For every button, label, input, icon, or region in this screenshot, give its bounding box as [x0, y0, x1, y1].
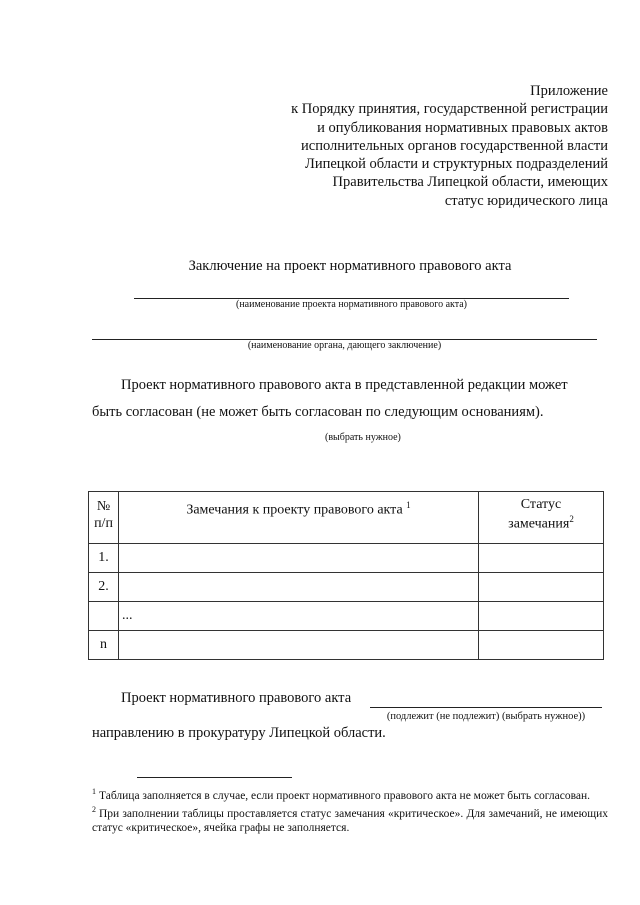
footnote-2 [92, 803, 608, 835]
row-number: 2. [89, 573, 119, 602]
header-status-line2: замечания [508, 516, 570, 532]
footnote-text: При заполнении таблицы проставляется статус замечания «критическое». Для замечаний, не имеющих статус «критическое», ячейка графы не заполняется. [92, 808, 608, 834]
appendix-block [291, 82, 608, 210]
appendix-line: Приложение [530, 83, 608, 99]
footnote-ref-2: 2 [569, 514, 574, 524]
choose-note: (выбрать нужное) [325, 432, 401, 443]
table-row [89, 602, 604, 631]
header-number-line2: п/п [94, 516, 113, 531]
table-row [89, 544, 604, 573]
footnote-separator [137, 777, 292, 778]
decision-line [370, 707, 602, 708]
row-status-cell[interactable] [479, 631, 604, 660]
appendix-line: статус юридического лица [444, 192, 608, 209]
table-row [89, 573, 604, 602]
footnote-mark: 2 [92, 805, 96, 815]
header-status-line1: Статус [520, 497, 562, 512]
closing-line-2: направлению в прокуратуру Липецкой области. [92, 725, 386, 741]
header-number-line1: № [96, 499, 111, 514]
row-status-cell[interactable] [479, 573, 604, 602]
closing-lead: Проект нормативного правового акта [121, 690, 352, 706]
row-remark-cell[interactable]: ... [119, 602, 479, 631]
row-number [89, 602, 119, 631]
row-remark-cell[interactable] [119, 573, 479, 602]
document-title: Заключение на проект нормативного правового акта [188, 258, 512, 274]
appendix-line: и опубликования нормативных правовых актов [317, 119, 608, 136]
table-row [89, 631, 604, 660]
remarks-table [88, 491, 604, 660]
paragraph-line-2: быть согласован (не может быть согласован по следующим основаниям). [92, 404, 544, 420]
footnote-ref-1: 1 [406, 500, 411, 510]
project-name-caption: (наименование проекта нормативного правового акта) [236, 299, 467, 310]
appendix-line: к Порядку принятия, государственной регистрации [291, 101, 608, 118]
row-number: n [89, 631, 119, 660]
row-remark-cell[interactable] [119, 631, 479, 660]
header-number [89, 492, 119, 544]
row-status-cell[interactable] [479, 544, 604, 573]
header-status [479, 492, 604, 544]
header-remarks [119, 492, 479, 544]
header-remarks-label: Замечания к проекту правового акта [186, 502, 403, 518]
row-number: 1. [89, 544, 119, 573]
paragraph-line-1: Проект нормативного правового акта в представленной редакции может [121, 377, 568, 393]
footnotes [92, 785, 608, 835]
appendix-line: Правительства Липецкой области, имеющих [332, 174, 608, 191]
decision-note: (подлежит (не подлежит) (выбрать нужное)) [386, 711, 586, 722]
footnote-text: Таблица заполняется в случае, если проект нормативного правового акта не может быть согласован. [99, 789, 591, 802]
appendix-line: исполнительных органов государственной власти [301, 137, 608, 154]
row-remark-cell[interactable] [119, 544, 479, 573]
row-status-cell[interactable] [479, 602, 604, 631]
footnote-mark: 1 [92, 787, 96, 796]
appendix-line: Липецкой области и структурных подразделений [305, 156, 608, 173]
organ-name-caption: (наименование органа, дающего заключение) [247, 340, 442, 351]
footnote-1 [92, 785, 608, 803]
table-header-row [89, 492, 604, 544]
